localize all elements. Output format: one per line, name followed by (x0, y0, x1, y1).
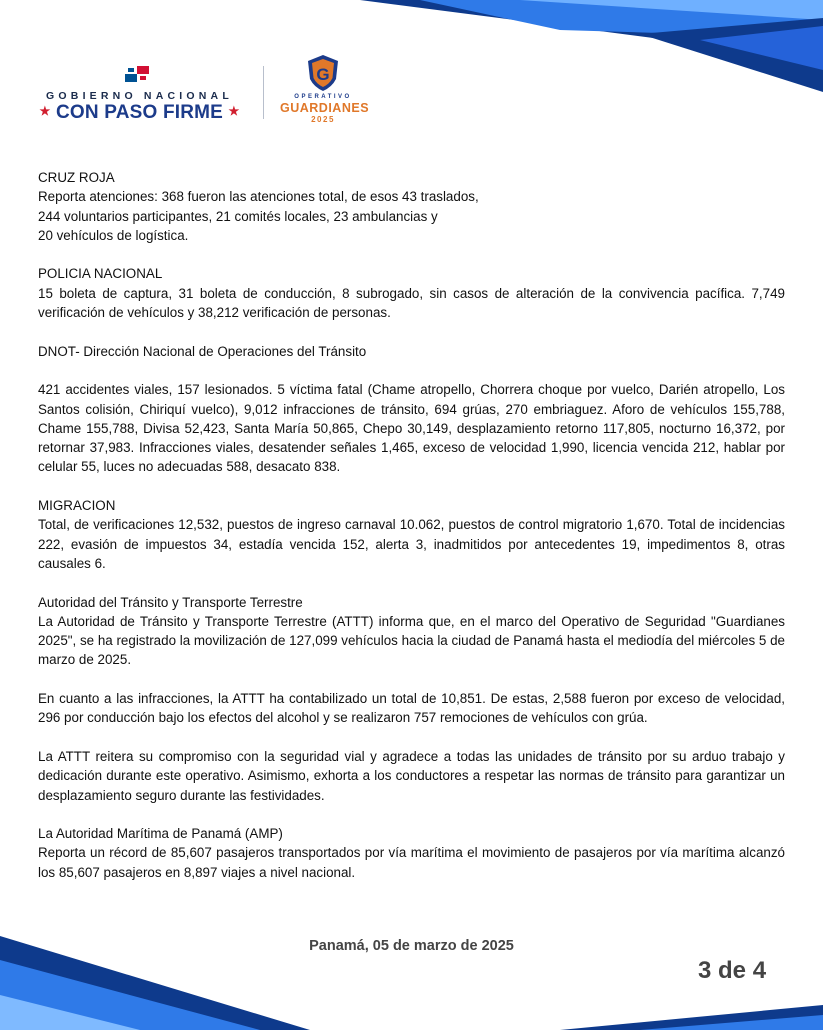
section-paragraph: La ATTT reitera su compromiso con la seguridad vial y agradece a todas las unidades de tránsito por su arduo trabajo y dedicación durante este operativo. Asimismo, exhorta a los conductores a respetar las normas de tránsito para garantizar un desplazamiento seguro durante las festividades. (38, 748, 785, 803)
page-header (0, 0, 823, 150)
guardianes-text: GUARDIANES (280, 101, 370, 115)
section-title: La Autoridad Marítima de Panamá (AMP) (38, 826, 283, 842)
shield-letter: G (316, 65, 330, 84)
panama-flag-icon (125, 66, 149, 82)
section-cruz-roja (38, 168, 785, 245)
section-line: 20 vehículos de logística. (38, 227, 189, 243)
guardianes-year: 2025 (311, 115, 335, 124)
star-icon: ★ (228, 104, 240, 118)
section-paragraph: Reporta un récord de 85,607 pasajeros transportados por vía marítima el movimiento de pasajeros por vía marítima alcanzó los 85,607 pasajeros en 8,897 viajes a nivel nacional. (38, 845, 785, 880)
section-policia-nacional (38, 264, 785, 322)
section-line: 244 voluntarios participantes, 21 comités locales, 23 ambulancias y (38, 208, 438, 224)
section-title: DNOT- Dirección Nacional de Operaciones del Tránsito (38, 343, 367, 359)
section-migracion (38, 496, 785, 573)
con-paso-firme-label: CON PASO FIRME (55, 102, 224, 123)
footer-date: Panamá, 05 de marzo de 2025 (309, 938, 514, 954)
section-title: MIGRACION (38, 498, 116, 514)
section-amp (38, 824, 785, 882)
section-title: POLICIA NACIONAL (38, 266, 163, 282)
section-attt (38, 593, 785, 805)
section-line: Reporta atenciones: 368 fueron las atenciones total, de esos 43 traslados, (38, 189, 479, 205)
section-title: CRUZ ROJA (38, 170, 115, 185)
guardianes-logo (280, 54, 370, 126)
report-body (38, 168, 785, 901)
section-dnot (38, 342, 785, 477)
page-number: 3 de 4 (698, 957, 767, 984)
section-paragraph: La Autoridad de Tránsito y Transporte Terrestre (ATTT) informa que, en el marco del Operativo de Seguridad "Guardianes 2025", se ha registrado la movilización de 127,099 vehículos hacia la ciudad de Panamá hasta el mediodía del miércoles 5 de marzo de 2025. (38, 613, 785, 668)
logo-divider (263, 66, 264, 119)
section-paragraph: En cuanto a las infracciones, la ATTT ha contabilizado un total de 10,851. De estas, 2,588 fueron por exceso de velocidad, 296 por conducción bajo los efectos del alcohol y se realizaron 757 remociones de vehículos con grúa. (38, 691, 785, 726)
section-paragraph: Total, de verificaciones 12,532, puestos de ingreso carnaval 10.062, puestos de control migratorio 1,670. Total de incidencias 222, evasión de impuestos 34, estadía vencida 152, alerta 3, inadmitidos por antecedentes 19, impedimentos 8, otras causales 6. (38, 517, 785, 571)
shield-icon (306, 54, 340, 92)
section-paragraph: 15 boleta de captura, 31 boleta de conducción, 8 subrogado, sin casos de alteración de la convivencia pacífica. 7,749 verificación de vehículos y 38,212 verificación de personas. (38, 285, 785, 321)
con-paso-firme-text (32, 102, 247, 124)
section-title: Autoridad del Tránsito y Transporte Terrestre (38, 594, 303, 610)
gobierno-nacional-text: GOBIERNO NACIONAL (46, 90, 233, 102)
section-paragraph: 421 accidentes viales, 157 lesionados. 5 víctima fatal (Chame atropello, Chorrera choque por vuelco, Darién atropello, Los Santos colisión, Chiriquí vuelco), 9,012 infracciones de tránsito, 694 grúas, 270 embriaguez. Aforo de vehículos 155,788, Chame 155,788, Divisa 52,423, Santa María 50,865, Chepo 30,149, desplazamiento retorno 117,805, nocturno 16,372, por retornar 37,983. Infracciones viales, desatender señales 1,465, exceso de velocidad 1,990, licencia vencida 212, hablar por celular 55, luces no adecuadas 588, desacato 838. (38, 382, 785, 475)
star-icon: ★ (39, 104, 51, 118)
operativo-text: OPERATIVO (294, 94, 352, 100)
